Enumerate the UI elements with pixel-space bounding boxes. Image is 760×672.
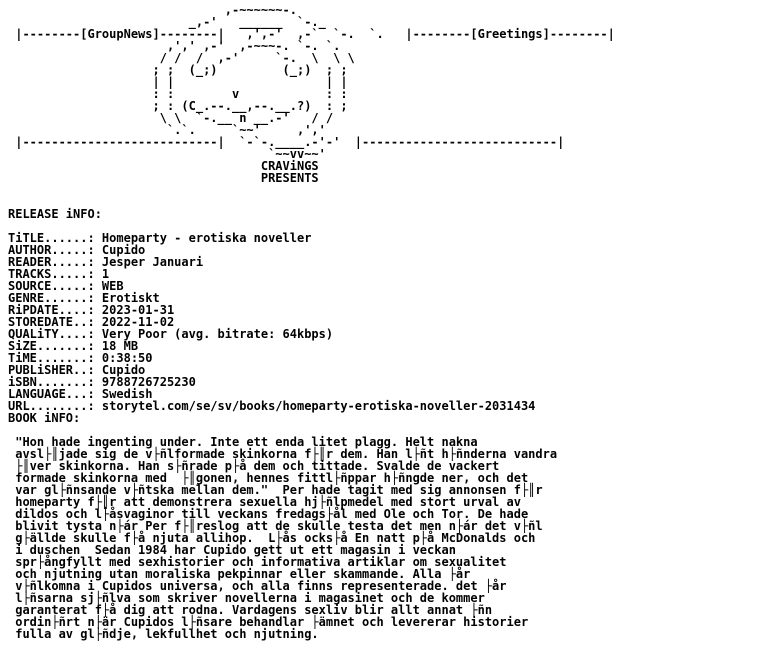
ascii-art-line: `.`. `~~' ,','	[8, 123, 326, 137]
release-info-line: TiTLE......: Homeparty - erotiska noveller	[8, 231, 312, 245]
ascii-art-line: CRAViNGS	[8, 159, 319, 173]
nfo-document	[8, 4, 615, 640]
book-info-line: avsl├║jade sig de v├ñlformade skinkorna f├║r dem. Han l├ñt h├ñnderna vandra	[8, 447, 558, 461]
book-info-line: garanterat f├å dig att rodna. Vardagens sexliv blir allt annat ├ñn	[8, 603, 493, 617]
book-info-line: ├║ver skinkorna. Han s├ñrade p├å dem och tittade. Svalde de vackert	[8, 459, 500, 473]
blank-line	[8, 184, 615, 196]
book-info-line: i duschen Sedan 1984 har Cupido gett ut ett magasin i veckan	[8, 543, 456, 557]
release-info-line: TiME.......: 0:38:50	[8, 351, 153, 365]
release-info-line: TRACKS.....: 1	[8, 267, 110, 281]
release-info-line: SOURCE.....: WEB	[8, 279, 124, 293]
release-info-line: AUTHOR.....: Cupido	[8, 243, 146, 257]
book-info-line: l├ñsarna sj├ñlva som skriver novellerna i magasinet och de kommer	[8, 591, 485, 605]
ascii-art	[8, 4, 615, 184]
ascii-art-line: / / / ,-' `-. \ \ \	[8, 51, 355, 65]
release-info-line: PUBLiSHER..: Cupido	[8, 363, 146, 377]
release-info-line: RiPDATE....: 2023-01-31	[8, 303, 175, 317]
ascii-art-line: | | | |	[8, 75, 348, 89]
ascii-art-line: PRESENTS	[8, 171, 319, 185]
release-info-line: GENRE......: Erotiskt	[8, 291, 160, 305]
ascii-art-line: \ \ `-.__ n __.-' / /	[8, 111, 334, 125]
release-info-fields	[8, 232, 615, 412]
ascii-art-line: ; : (C_.--.__,--.__.?) : ;	[8, 99, 348, 113]
release-info-line: READER.....: Jesper Januari	[8, 255, 204, 269]
book-info-line: v├ñlkomna i Cupidos universa, och alla finns representerade. det ├år	[8, 579, 507, 593]
ascii-art-line: |---------------------------| `-`-.____.-'-' |---------------------------|	[8, 135, 565, 149]
book-info-line: formade skinkorna med ├║gonen, hennes fittl├ñppar h├ñngde ner, och det	[8, 471, 529, 485]
book-info-line: blivit tysta n├ár Per f├║reslog att de skulle testa det men n├ár det v├ñl	[8, 519, 543, 533]
book-info-line: och njutning utan moraliska pekpinnar eller skammande. Alla ├år	[8, 567, 471, 581]
release-info-line: SiZE.......: 18 MB	[8, 339, 139, 353]
book-info-line: spr├ångfyllt med sexhistorier och informativa artiklar om sexualitet	[8, 555, 507, 569]
ascii-art-line: ,',' ,-' ,-~~~-. `-. `.	[8, 39, 341, 53]
ascii-art-line: : : v : :	[8, 87, 348, 101]
book-info-line: dildos och l├åsvaginor till veckans fredags├ål med Ole och Tor. De hade	[8, 507, 529, 521]
book-info-header: BOOK iNFO:	[8, 411, 81, 425]
book-info-line: "Hon hade ingenting under. Inte ett enda litet plagg. Helt nakna	[8, 435, 478, 449]
release-info-line: STOREDATE..: 2022-11-02	[8, 315, 175, 329]
book-info-line: ordin├ñrt n├är Cupidos l├ñsare behandlar ├ämnet och levererar historier	[8, 615, 529, 629]
release-info-line: URL........: storytel.com/se/sv/books/homeparty-erotiska-noveller-2031434	[8, 399, 536, 413]
book-info-line: g├ällde skulle f├å njuta allihop. L├ås ocks├å En natt p├å McDonalds och	[8, 531, 536, 545]
release-info-line: LANGUAGE...: Swedish	[8, 387, 153, 401]
ascii-art-line: ; ; (_;) (_;) ; ;	[8, 63, 348, 77]
ascii-art-line: |--------[GroupNews]--------| ,',-' ,-` `-. `. |--------[Greetings]--------|	[8, 27, 615, 41]
book-info-line: homeparty f├║r att demonstrera sexuella hj├ñlpmedel med stort urval av	[8, 495, 521, 509]
release-info-line: QUALiTY....: Very Poor (avg. bitrate: 64kbps)	[8, 327, 334, 341]
release-info-header: RELEASE iNFO:	[8, 207, 102, 221]
ascii-art-line: ,-~~~~~~-.	[8, 3, 297, 17]
ascii-art-line: `~~vv~~'	[8, 147, 326, 161]
book-info-line: fulla av gl├ñdje, lekfullhet och njutning.	[8, 627, 319, 641]
book-info-text	[8, 436, 615, 640]
release-info-line: iSBN.......: 9788726725230	[8, 375, 196, 389]
ascii-art-line: _,-' ______ `-._	[8, 15, 326, 29]
book-info-line: var gl├ñnsande v├ñtska mellan dem." Per hade tagit med sig annonsen f├║r	[8, 483, 543, 497]
